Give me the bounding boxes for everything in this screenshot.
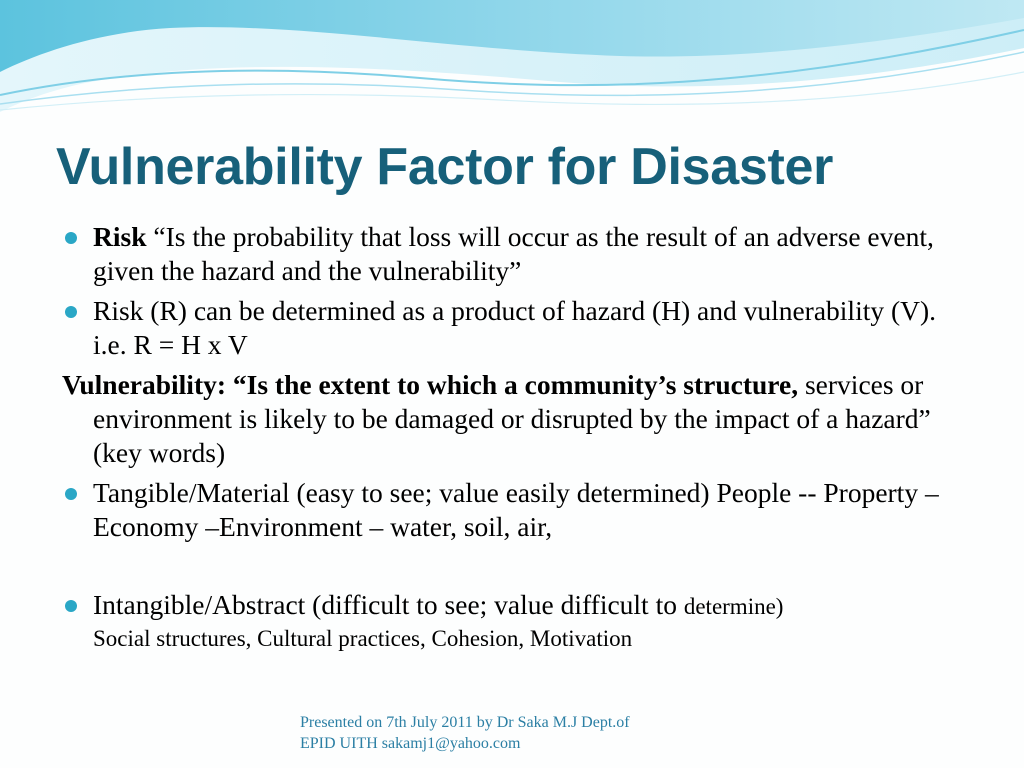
bullet-risk-formula: [62, 294, 962, 362]
bullet-icon: [65, 232, 77, 244]
intangible-text-small: determine): [683, 594, 784, 619]
slide-footer: [300, 712, 630, 754]
risk-definition-text: “Is the probability that loss will occur as the result of an adverse event, given the hazard and the vulnerability”: [93, 221, 934, 286]
vulnerability-term: Vulnerability: “Is the extent to which a community’s structure,: [62, 369, 799, 400]
vulnerability-definition: [62, 368, 962, 470]
footer-line-2: EPID UITH sakamj1@yahoo.com: [300, 735, 521, 752]
bullet-icon: [65, 306, 77, 318]
slide-content: [62, 220, 962, 654]
bullet-icon: [65, 600, 77, 612]
risk-term: Risk: [93, 221, 147, 252]
slide-title: Vulnerability Factor for Disaster: [56, 138, 834, 196]
intangible-text: Intangible/Abstract (difficult to see; value difficult to: [93, 589, 684, 620]
header-wave-decoration: [0, 0, 1024, 125]
tangible-text: Tangible/Material (easy to see; value easily determined) People -- Property –Economy –Environment – water, soil, air,: [93, 477, 939, 542]
bullet-tangible: [62, 476, 962, 544]
intangible-examples: Social structures, Cultural practices, Cohesion, Motivation: [93, 626, 633, 651]
bullet-intangible: [62, 588, 962, 654]
bullet-risk-definition: [62, 220, 962, 288]
bullet-icon: [65, 488, 77, 500]
footer-line-1: Presented on 7th July 2011 by Dr Saka M.J Dept.of: [300, 714, 630, 731]
vulnerability-definition-text: services or environment is likely to be damaged or disrupted by the impact of a hazard” (key words): [93, 369, 931, 468]
risk-formula-text: Risk (R) can be determined as a product of hazard (H) and vulnerability (V). i.e. R = H x V: [93, 295, 937, 360]
